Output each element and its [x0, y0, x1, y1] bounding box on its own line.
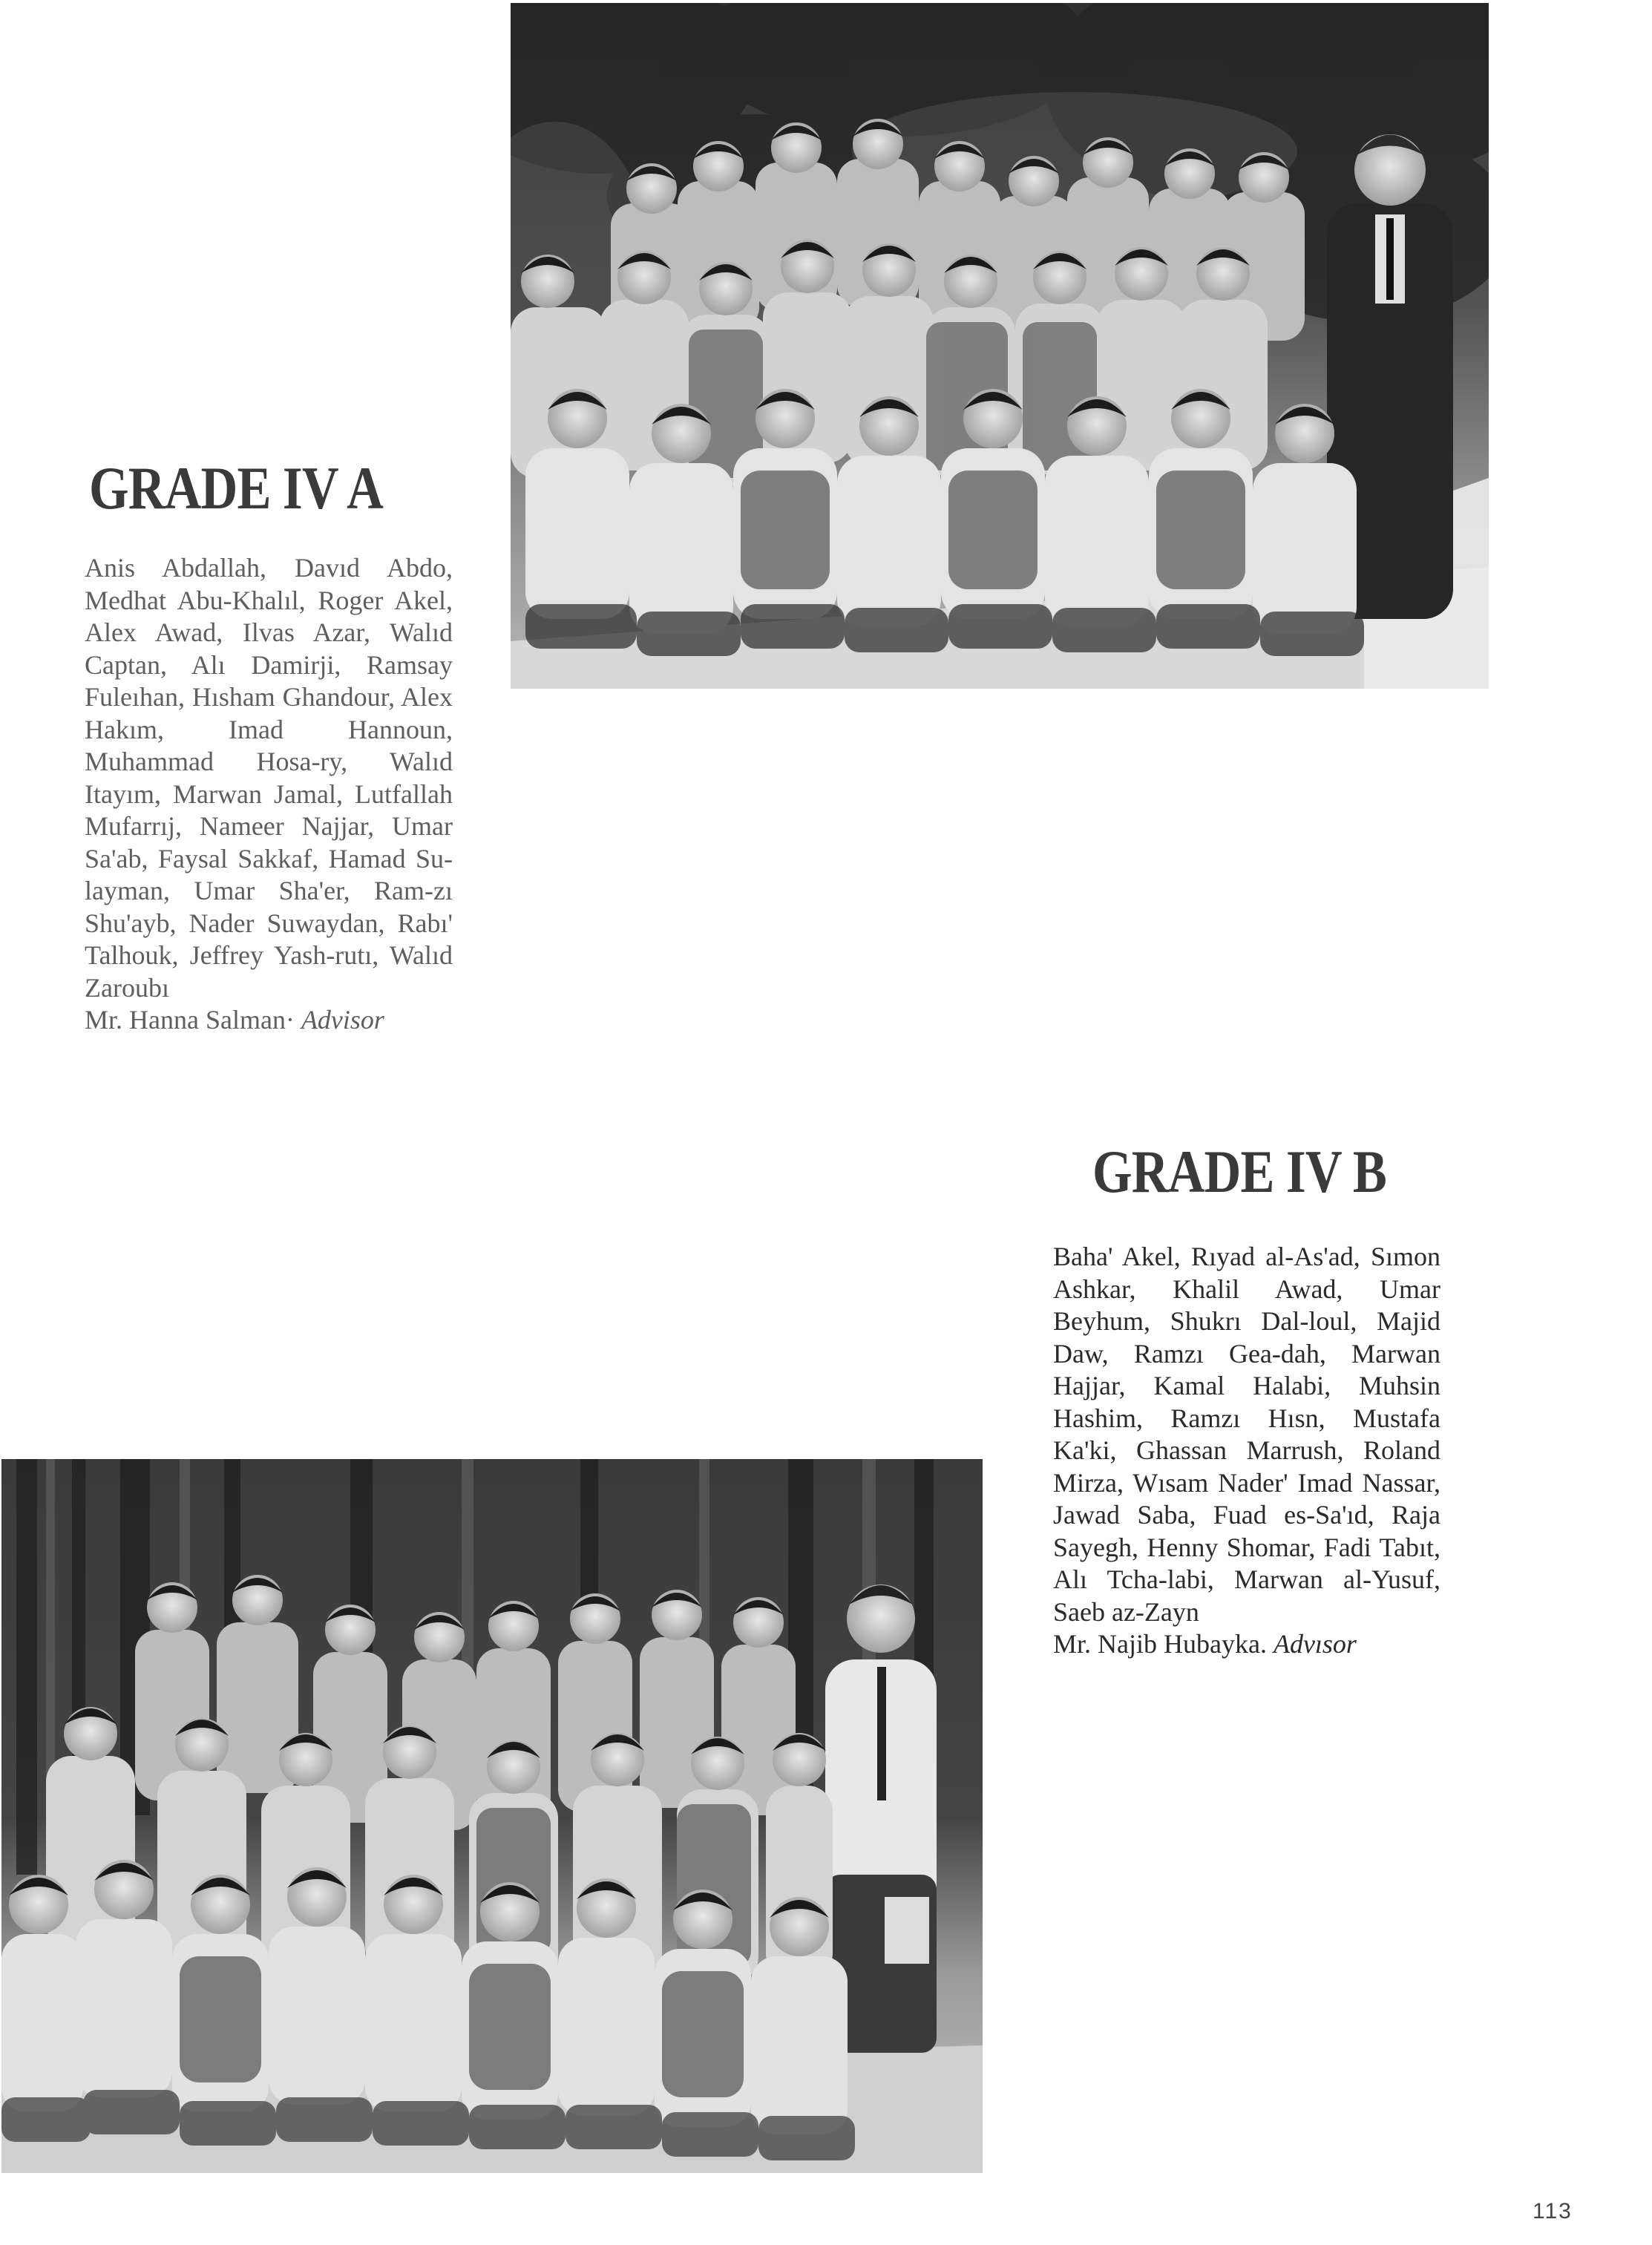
- grade-iv-b-student-names: Baha' Akel, Rıyad al-As'ad, Sımon Ashkar, Khalil Awad, Umar Beyhum, Shukrı Dal-loul, Majid Daw, Ramzı Gea-dah, Marwan Hajjar, Kamal Halabi, Muhsin Hashim, Ramzı Hısn, Mustafa Ka'ki, Ghassan Marrush, Roland Mirza, Wısam Nader' Imad Nassar, Jawad Saba, Fuad es-Sa'ıd, Raja Sayegh, Henny Shomar, Fadi Tabıt, Alı Tcha-labi, Marwan al-Yusuf, Saeb az-Zayn: [1053, 1242, 1440, 1627]
- class-photo-illustration: [1, 1459, 983, 2173]
- advisor-role: Advısor: [1273, 1629, 1357, 1659]
- grade-iv-b-class-photo: [1, 1459, 983, 2173]
- grade-iv-a-roster: [85, 552, 453, 1037]
- grade-iv-b-heading: GRADE IV B: [1092, 1138, 1387, 1205]
- front-row: [1, 1860, 855, 2160]
- advisor-name: Mr. Hanna Salman·: [85, 1005, 295, 1035]
- page-number: 113: [1533, 2199, 1573, 2223]
- grade-iv-b-advisor: [1053, 1628, 1440, 1661]
- grade-iv-a-class-photo: [511, 3, 1489, 689]
- advisor-name: Mr. Najib Hubayka.: [1053, 1629, 1267, 1659]
- grade-iv-b-roster: [1053, 1241, 1440, 1661]
- class-photo-illustration: [511, 3, 1489, 689]
- grade-iv-a-advisor: [85, 1004, 453, 1037]
- grade-iv-a-heading: GRADE IV A: [89, 454, 384, 522]
- grade-iv-a-student-names: Anis Abdallah, Davıd Abdo, Medhat Abu-Khalıl, Roger Akel, Alex Awad, Ilvas Azar, Walıd Captan, Alı Damirji, Ramsay Fuleıhan, Hısham Ghandour, Alex Hakım, Imad Hannoun, Muhammad Hosa-ry, Walıd Itayım, Marwan Jamal, Lutfallah Mufarrıj, Nameer Najjar, Umar Sa'ab, Faysal Sakkaf, Hamad Su-layman, Umar Sha'er, Ram-zı Shu'ayb, Nader Suwaydan, Rabı' Talhouk, Jeffrey Yash-rutı, Walıd Zaroubı: [85, 553, 453, 1003]
- advisor-role: Advisor: [301, 1005, 384, 1035]
